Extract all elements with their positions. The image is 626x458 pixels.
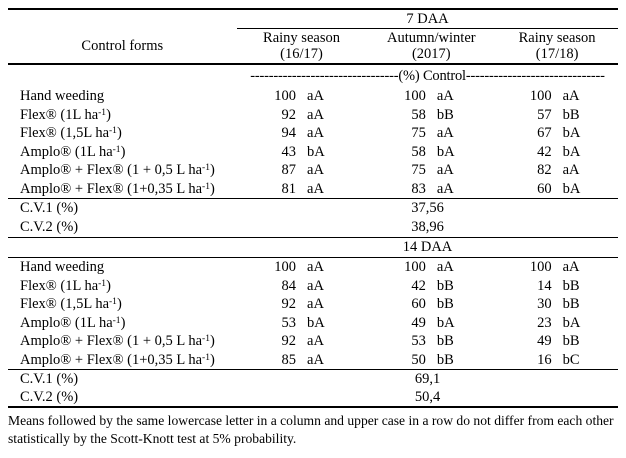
cell-value: 92 (281, 333, 297, 349)
cell-letters: aA (562, 259, 580, 275)
table-row (8, 258, 618, 277)
cell-letters: aA (436, 88, 454, 104)
cv-label: C.V.1 (%) (20, 371, 79, 387)
cv-value: 38,96 (411, 219, 444, 235)
cell-letters: aA (436, 180, 454, 197)
data-cell (237, 124, 367, 143)
row-label-superscript: -1 (98, 278, 107, 289)
data-cell (237, 295, 367, 314)
cell-value: 53 (411, 333, 426, 349)
cell-value: 30 (537, 296, 552, 312)
table-rule-bottom (8, 406, 618, 408)
data-cell (237, 180, 367, 199)
row-label (8, 143, 237, 162)
cell-value: 94 (281, 125, 297, 141)
row-label-superscript: -1 (202, 181, 210, 192)
cell-value: 85 (281, 351, 297, 368)
cell-value: 82 (537, 162, 552, 178)
row-label-text: Amplo® + Flex® (1+0,35 L ha (20, 180, 203, 197)
row-label-text: Amplo® + Flex® (1 + 0,5 L ha (20, 162, 203, 178)
row-label-text: Flex® (1L ha (20, 106, 99, 123)
cell-value: 60 (537, 180, 552, 197)
row-label-superscript: -1 (109, 126, 117, 136)
cell-letters: bA (307, 314, 325, 331)
data-cell (237, 332, 367, 351)
cell-letters: bA (562, 125, 581, 141)
cell-value: 50 (411, 351, 426, 368)
data-cell (366, 351, 496, 370)
row-label-text: Hand weeding (20, 259, 105, 275)
row-label-suffix: ) (209, 180, 215, 197)
header-season-3-line2: (17/18) (535, 46, 579, 62)
cell-value: 100 (274, 259, 297, 275)
cell-value: 14 (537, 277, 552, 294)
data-cell (496, 87, 618, 106)
data-cell (366, 332, 496, 351)
data-cell (366, 161, 496, 180)
row-label-suffix: ) (120, 143, 126, 160)
data-cell (366, 124, 496, 143)
row-label (8, 277, 237, 296)
cell-value: 100 (404, 88, 426, 104)
data-cell (496, 106, 618, 125)
cell-value: 83 (411, 180, 426, 197)
row-label (8, 124, 237, 143)
data-cell (366, 87, 496, 106)
cell-value: 100 (274, 88, 297, 104)
cell-letters: bB (562, 277, 580, 294)
cell-letters: bB (436, 351, 454, 368)
row-label-superscript: -1 (202, 334, 210, 344)
table-row (8, 351, 618, 370)
cell-value: 49 (411, 314, 426, 331)
period-row-7daa (8, 10, 618, 28)
unit-row (8, 65, 618, 87)
row-label-suffix: ) (116, 125, 122, 141)
header-season-2-line2: (2017) (411, 46, 451, 62)
row-label (8, 161, 237, 180)
cell-letters: aA (436, 125, 454, 141)
data-cell (237, 258, 367, 277)
cell-letters: aA (307, 259, 324, 275)
cell-value: 16 (537, 351, 552, 368)
row-label (8, 332, 237, 351)
row-label (8, 351, 237, 370)
data-cell (237, 277, 367, 296)
cell-value: 92 (281, 296, 297, 312)
row-label-text: Amplo® + Flex® (1+0,35 L ha (20, 351, 203, 368)
cell-letters: aA (307, 88, 324, 104)
row-label-suffix: ) (209, 351, 215, 368)
data-cell (366, 143, 496, 162)
period-label-7daa: 7 DAA (406, 11, 449, 27)
header-control-forms: Control forms (81, 37, 164, 54)
data-cell (366, 314, 496, 333)
data-cell (496, 180, 618, 199)
row-label-suffix: ) (106, 106, 111, 123)
cell-letters: aA (307, 106, 324, 123)
cell-letters: bB (562, 296, 580, 312)
unit-label-percent-control: --------------------------------(%) Control------------------------------ (250, 68, 605, 84)
cell-value: 58 (411, 143, 426, 160)
data-cell (237, 87, 367, 106)
data-cell (496, 277, 618, 296)
cell-letters: aA (307, 296, 324, 312)
cell-letters: bB (436, 106, 454, 123)
data-cell (496, 143, 618, 162)
data-cell (237, 106, 367, 125)
row-label-text: Flex® (1L ha (20, 277, 99, 294)
header-season-1-line1: Rainy season (263, 29, 340, 46)
row-label-text: Amplo® (1L ha (20, 143, 113, 160)
cell-letters: aA (307, 162, 324, 178)
table-row (8, 332, 618, 351)
cell-value: 75 (411, 162, 426, 178)
cell-value: 100 (529, 259, 552, 275)
cell-letters: aA (307, 351, 324, 368)
cv-value: 50,4 (414, 389, 441, 405)
cell-letters: bC (562, 351, 580, 368)
cell-value: 43 (281, 143, 297, 160)
row-label-suffix: ) (106, 277, 111, 294)
results-table (8, 8, 618, 408)
cell-letters: bA (307, 143, 325, 160)
period-row-spacer (8, 238, 237, 257)
cell-letters: aA (436, 162, 454, 178)
data-cell (366, 258, 496, 277)
row-label (8, 87, 237, 106)
cell-value: 100 (404, 259, 426, 275)
header-season-3-line1: Rainy season (518, 29, 596, 46)
row-label-text: Amplo® (1L ha (20, 314, 113, 331)
cell-value: 49 (537, 333, 552, 349)
table-row (8, 295, 618, 314)
data-cell (496, 161, 618, 180)
header-season-2 (366, 30, 496, 63)
cell-value: 42 (537, 143, 552, 160)
cell-letters: bA (562, 180, 581, 197)
row-label-text: Flex® (1,5L ha (20, 125, 110, 141)
cv-row (8, 199, 618, 218)
cell-letters: bA (436, 314, 455, 331)
table-row (8, 106, 618, 125)
data-cell (496, 295, 618, 314)
row-label (8, 314, 237, 333)
cell-value: 42 (411, 277, 426, 294)
data-cell (237, 161, 367, 180)
data-cell (496, 258, 618, 277)
header-season-2-line1: Autumn/winter (386, 29, 476, 46)
row-label (8, 106, 237, 125)
cell-value: 57 (537, 106, 552, 123)
cell-letters: aA (562, 88, 580, 104)
table-row (8, 180, 618, 199)
row-label (8, 180, 237, 199)
cv-value: 37,56 (411, 200, 444, 216)
row-label-suffix: ) (120, 314, 126, 331)
data-cell (496, 332, 618, 351)
data-cell (366, 295, 496, 314)
cell-letters: bA (562, 314, 581, 331)
row-label-text: Amplo® + Flex® (1 + 0,5 L ha (20, 333, 203, 349)
cv-value: 69,1 (414, 371, 441, 387)
header-season-1-line2: (16/17) (280, 46, 323, 62)
cv-label: C.V.1 (%) (20, 200, 79, 216)
cell-value: 81 (281, 180, 297, 197)
cell-letters: aA (436, 259, 454, 275)
cv-row (8, 218, 618, 237)
cell-value: 58 (411, 106, 426, 123)
header-season-1 (237, 30, 367, 63)
row-label-superscript: -1 (202, 352, 210, 363)
header-season-3 (496, 30, 618, 63)
cell-value: 92 (281, 106, 297, 123)
row-label-superscript: -1 (109, 297, 117, 307)
cv-row (8, 370, 618, 388)
cv-label: C.V.2 (%) (20, 389, 79, 405)
data-cell (496, 351, 618, 370)
period-row-14daa (8, 238, 618, 257)
table-row (8, 161, 618, 180)
table-row (8, 277, 618, 296)
cv-row (8, 388, 618, 406)
row-label-superscript: -1 (202, 163, 210, 173)
table-row (8, 314, 618, 333)
cell-letters: bA (562, 143, 581, 160)
row-label-text: Hand weeding (20, 88, 105, 104)
row-label-suffix: ) (116, 296, 122, 312)
data-cell (496, 124, 618, 143)
cell-value: 84 (281, 277, 297, 294)
cell-letters: aA (307, 333, 324, 349)
table-row (8, 143, 618, 162)
cell-value: 53 (281, 314, 297, 331)
cell-value: 87 (281, 162, 297, 178)
cell-value: 75 (411, 125, 426, 141)
table-row (8, 124, 618, 143)
row-label-superscript: -1 (112, 315, 121, 326)
row-label-superscript: -1 (98, 107, 107, 118)
data-cell (366, 106, 496, 125)
table-row (8, 87, 618, 106)
cell-letters: aA (307, 277, 324, 294)
row-label-suffix: ) (209, 333, 215, 349)
data-cell (366, 277, 496, 296)
data-cell (237, 351, 367, 370)
cell-letters: aA (307, 125, 324, 141)
row-label (8, 295, 237, 314)
cell-letters: bB (436, 296, 454, 312)
data-cell (366, 180, 496, 199)
cv-label: C.V.2 (%) (20, 219, 79, 235)
cell-value: 60 (411, 296, 426, 312)
table-footnote: Means followed by the same lowercase letter in a column and upper case in a row do not differ from each other statistically by the Scott-Knott test at 5% probability. (8, 413, 614, 446)
data-cell (237, 143, 367, 162)
row-label (8, 258, 237, 277)
row-label-suffix: ) (209, 162, 215, 178)
cell-letters: aA (307, 180, 324, 197)
cell-letters: aA (562, 162, 580, 178)
cell-letters: bA (436, 143, 455, 160)
row-label-superscript: -1 (112, 144, 121, 155)
cell-value: 100 (529, 88, 552, 104)
cell-letters: bB (436, 333, 454, 349)
column-header-row (8, 29, 618, 63)
row-label-text: Flex® (1,5L ha (20, 296, 110, 312)
cell-value: 23 (537, 314, 552, 331)
period-label-14daa: 14 DAA (402, 239, 453, 255)
cell-letters: bB (562, 106, 580, 123)
cell-letters: bB (436, 277, 454, 294)
data-cell (496, 314, 618, 333)
cell-value: 67 (537, 125, 552, 141)
data-cell (237, 314, 367, 333)
cell-letters: bB (562, 333, 580, 349)
